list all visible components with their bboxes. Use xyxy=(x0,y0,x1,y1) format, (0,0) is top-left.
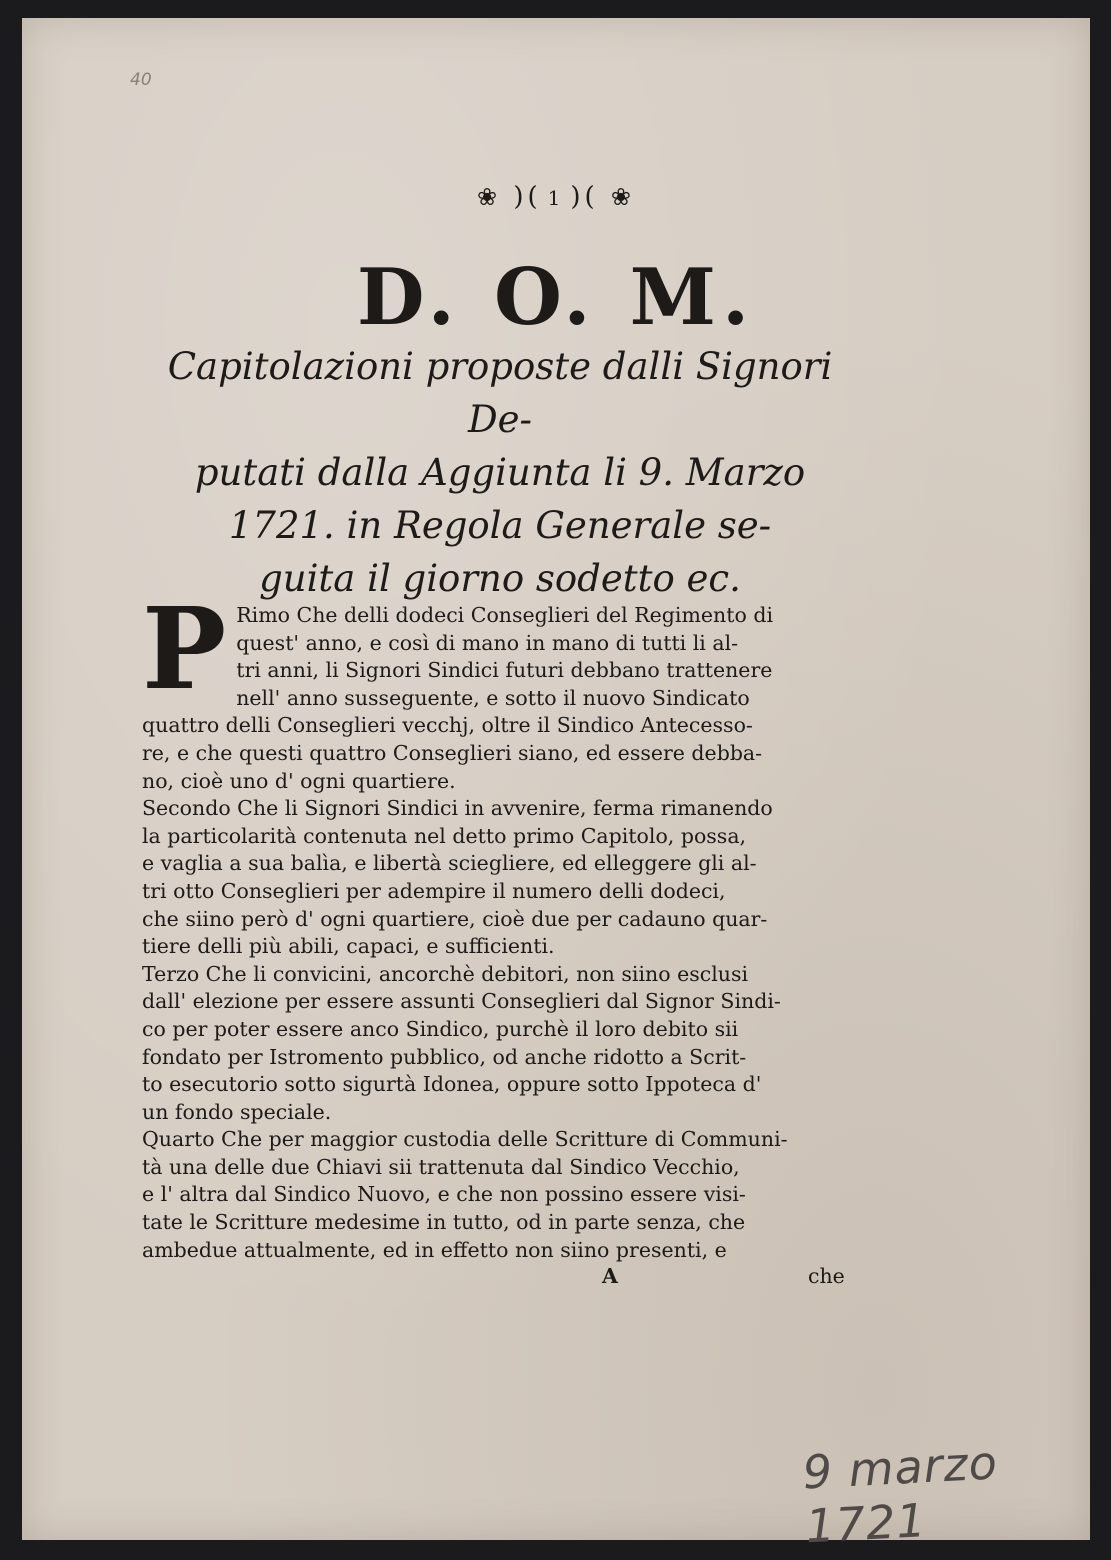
text-line: quest' anno, e così di mano in mano di tutti li al- xyxy=(236,630,739,655)
text-line: quattro delli Conseglieri vecchj, oltre il Sindico Antecesso- xyxy=(142,713,753,738)
text-line: tri otto Conseglieri per adempire il numero delli dodeci, xyxy=(142,878,726,903)
page-number: 1 xyxy=(547,186,565,210)
text-line: un fondo speciale. xyxy=(142,1099,332,1124)
handwritten-date-annotation: 9 marzo 1721 xyxy=(801,1435,1000,1554)
subtitle-line: 1721. in Regola Generale se- xyxy=(228,504,772,547)
ornament-right-icon: ❀ xyxy=(610,183,636,211)
text-line: Quarto Che per maggior custodia delle Scritture di Communi- xyxy=(142,1127,788,1152)
catchword: che xyxy=(808,1264,845,1288)
subtitle-line: putati dalla Aggiunta li 9. Marzo xyxy=(194,451,806,494)
ornament-left-icon: ❀ xyxy=(476,183,502,211)
text-line: la particolarità contenuta nel detto primo Capitolo, possa, xyxy=(142,823,747,848)
text-line: Secondo Che li Signori Sindici in avvenire, ferma rimanendo xyxy=(142,796,773,821)
text-line: ambedue attualmente, ed in effetto non siino presenti, e xyxy=(142,1237,727,1262)
page-number-ornament: ❀ )( 1 )( ❀ xyxy=(476,182,636,212)
paragraph-secondo xyxy=(142,795,854,961)
text-line: e l' altra dal Sindico Nuovo, e che non possino essere visi- xyxy=(142,1182,746,1207)
subtitle-line: guita il giorno sodetto ec. xyxy=(259,557,741,600)
text-line: nell' anno susseguente, e sotto il nuovo Sindicato xyxy=(236,685,750,710)
paragraph-terzo xyxy=(142,961,854,1127)
text-line: tri anni, li Signori Sindici futuri debbano trattenere xyxy=(236,658,773,683)
text-line: re, e che questi quattro Conseglieri siano, ed essere debba- xyxy=(142,740,763,765)
document-subtitle xyxy=(140,340,860,605)
text-line: to esecutorio sotto sigurtà Idonea, oppure sotto Ippoteca d' xyxy=(142,1072,762,1097)
text-line: fondato per Istromento pubblico, od anche ridotto a Scrit- xyxy=(142,1044,747,1069)
text-line: tà una delle due Chiavi sii trattenuta dal Sindico Vecchio, xyxy=(142,1154,740,1179)
text-line: no, cioè uno d' ogni quartiere. xyxy=(142,768,456,793)
text-line: e vaglia a sua balìa, e libertà sciegliere, ed elleggere gli al- xyxy=(142,851,757,876)
drop-cap: P xyxy=(142,584,227,715)
text-line: Rimo Che delli dodeci Conseglieri del Regimento di xyxy=(236,603,774,627)
folio-number: 40 xyxy=(130,70,152,90)
heading-dom: D. O. M. xyxy=(356,252,756,343)
text-line: tate le Scritture medesime in tutto, od in parte senza, che xyxy=(142,1210,746,1235)
text-line: che siino però d' ogni quartiere, cioè due per cadauno quar- xyxy=(142,906,768,931)
paragraph-primo xyxy=(142,584,854,795)
document-body xyxy=(142,584,854,1264)
signature-mark: A xyxy=(602,1264,618,1288)
paragraph-quarto xyxy=(142,1126,854,1264)
text-line: co per poter essere anco Sindico, purchè il loro debito sii xyxy=(142,1016,739,1041)
text-line: tiere delli più abili, capaci, e sufficienti. xyxy=(142,934,555,959)
text-line: Terzo Che li convicini, ancorchè debitori, non siino esclusi xyxy=(142,961,749,986)
document-page xyxy=(22,18,1090,1554)
text-line: dall' elezione per essere assunti Conseglieri dal Signor Sindi- xyxy=(142,989,781,1014)
subtitle-line: Capitolazioni proposte dalli Signori De- xyxy=(167,345,833,441)
